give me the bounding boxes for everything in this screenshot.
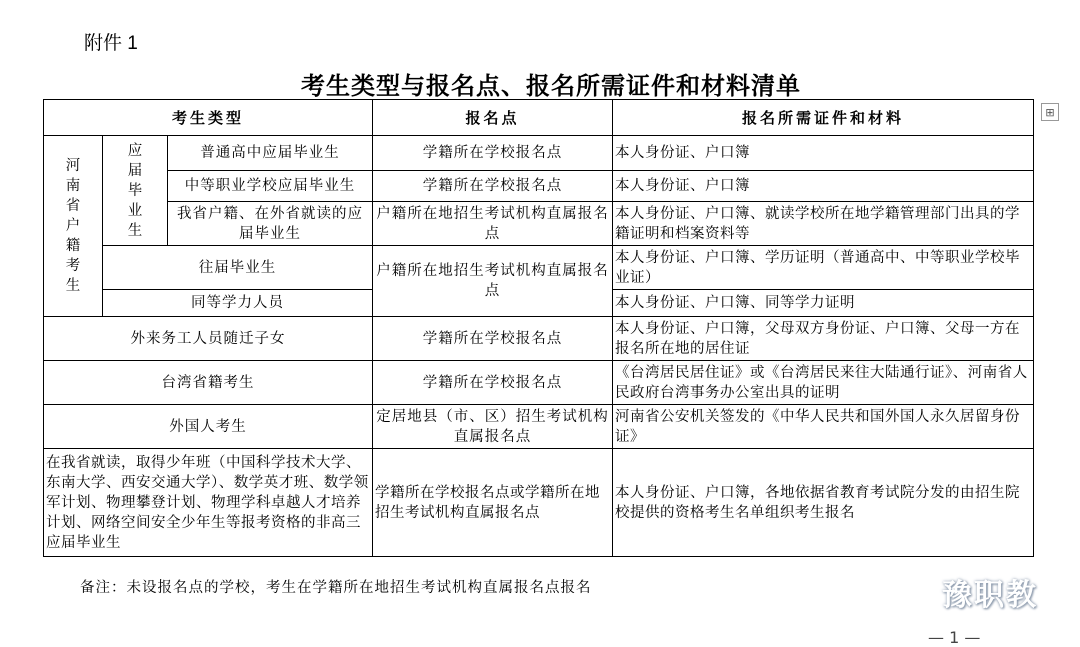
table-header-row bbox=[44, 100, 1034, 136]
type-cell: 在我省就读，取得少年班（中国科学技术大学、东南大学、西安交通大学）、数学英才班、数学领军计划、物理攀登计划、物理学科卓越人才培养计划、网络空间安全少年生等报考资格的非高三应届毕业生 bbox=[44, 449, 373, 557]
materials-cell: 本人身份证、户口簿 bbox=[613, 136, 1034, 171]
expand-table-icon[interactable]: ⊞ bbox=[1041, 103, 1059, 121]
site-cell: 户籍所在地招生考试机构直属报名点 bbox=[373, 202, 613, 246]
site-cell: 学籍所在学校报名点 bbox=[373, 136, 613, 171]
table-row bbox=[44, 202, 1034, 246]
table-row bbox=[44, 405, 1034, 449]
page-title: 考生类型与报名点、报名所需证件和材料清单 bbox=[301, 71, 801, 100]
type-cell: 往届毕业生 bbox=[103, 246, 373, 290]
footnote: 备注：未设报名点的学校，考生在学籍所在地招生考试机构直属报名点报名 bbox=[80, 580, 592, 596]
header-type: 考生类型 bbox=[44, 100, 373, 136]
site-cell: 学籍所在学校报名点 bbox=[373, 317, 613, 361]
type-cell: 普通高中应届毕业生 bbox=[168, 136, 373, 171]
site-cell: 学籍所在学校报名点 bbox=[373, 361, 613, 405]
materials-cell: 本人身份证、户口簿、就读学校所在地学籍管理部门出具的学籍证明和档案资料等 bbox=[613, 202, 1034, 246]
table-row bbox=[44, 361, 1034, 405]
materials-cell: 本人身份证、户口簿 bbox=[613, 171, 1034, 202]
type-cell: 台湾省籍考生 bbox=[44, 361, 373, 405]
table-row bbox=[44, 449, 1034, 557]
site-cell: 学籍所在学校报名点 bbox=[373, 171, 613, 202]
site-cell: 定居地县（市、区）招生考试机构直属报名点 bbox=[373, 405, 613, 449]
type-cell: 中等职业学校应届毕业生 bbox=[168, 171, 373, 202]
materials-cell: 《台湾居民居住证》或《台湾居民来往大陆通行证》、河南省人民政府台湾事务办公室出具的证明 bbox=[613, 361, 1034, 405]
site-cell: 户籍所在地招生考试机构直属报名点 bbox=[373, 246, 613, 317]
type-cell: 外国人考生 bbox=[44, 405, 373, 449]
materials-cell: 本人身份证、户口簿、学历证明（普通高中、中等职业学校毕业证） bbox=[613, 246, 1034, 290]
requirements-table bbox=[43, 99, 1034, 557]
header-site: 报名点 bbox=[373, 100, 613, 136]
attachment-label: 附件 1 bbox=[84, 33, 138, 54]
watermark-logo: 豫职教 bbox=[942, 578, 1038, 613]
group-henan-label: 河 南 省 户 籍 考 生 bbox=[65, 158, 81, 294]
table-row bbox=[44, 317, 1034, 361]
page-number: — 1 — bbox=[928, 628, 981, 647]
materials-cell: 本人身份证、户口簿、同等学力证明 bbox=[613, 290, 1034, 317]
table-row bbox=[44, 136, 1034, 171]
group-henan-cell bbox=[44, 136, 103, 317]
type-cell: 同等学力人员 bbox=[103, 290, 373, 317]
type-cell: 外来务工人员随迁子女 bbox=[44, 317, 373, 361]
site-cell: 学籍所在学校报名点或学籍所在地招生考试机构直属报名点 bbox=[373, 449, 613, 557]
type-cell: 我省户籍、在外省就读的应届毕业生 bbox=[168, 202, 373, 246]
table-row bbox=[44, 246, 1034, 290]
group-fresh-label: 应 届 毕 业 生 bbox=[127, 142, 143, 239]
materials-cell: 本人身份证、户口簿，父母双方身份证、户口簿、父母一方在报名所在地的居住证 bbox=[613, 317, 1034, 361]
materials-cell: 本人身份证、户口簿，各地依据省教育考试院分发的由招生院校提供的资格考生名单组织考生报名 bbox=[613, 449, 1034, 557]
group-fresh-cell bbox=[103, 136, 168, 246]
header-materials: 报名所需证件和材料 bbox=[613, 100, 1034, 136]
materials-cell: 河南省公安机关签发的《中华人民共和国外国人永久居留身份证》 bbox=[613, 405, 1034, 449]
table-row bbox=[44, 171, 1034, 202]
